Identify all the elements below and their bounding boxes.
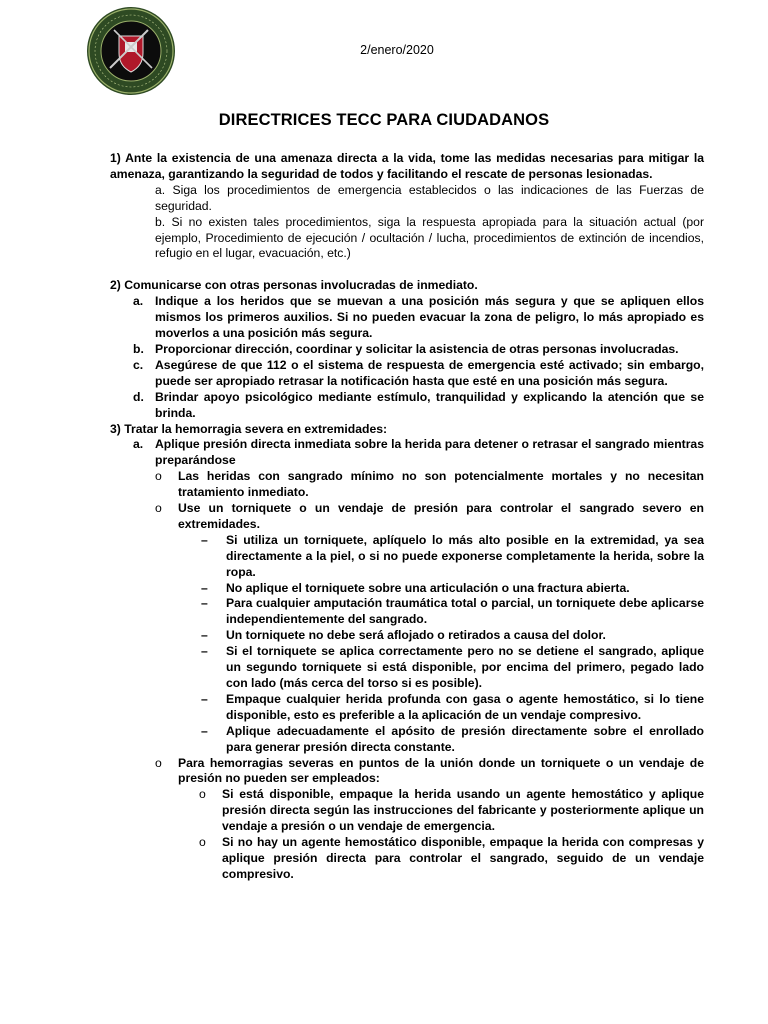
list-item: o Si no hay un agente hemostático disponible, empaque la herida con compresas y aplique presión directa para controlar el sangrado, seguido de un vendaje compresivo.: [199, 835, 704, 881]
document-title: DIRECTRICES TECC PARA CIUDADANOS: [218, 111, 550, 129]
section-3-heading: 3) Tratar la hemorragia severa en extremidades:: [110, 421, 388, 436]
list-item: o Para hemorragias severas en puntos de la unión donde un torniquete o un vendaje de presión no pueden ser empleados:: [155, 755, 704, 786]
list-item: – Aplique adecuadamente el apósito de presión directamente sobre el enrollado para generar presión directa constante.: [201, 723, 704, 754]
list-item: a. Aplique presión directa inmediata sobre la herida para detener o retrasar el sangrado mientras preparándose: [133, 437, 704, 468]
list-item: c. Asegúrese de que 112 o el sistema de respuesta de emergencia esté activado; sin embargo, puede ser apropiado retrasar la notificación hasta que esté en una posición más segura.: [133, 357, 704, 388]
list-item: b. Proporcionar dirección, coordinar y solicitar la asistencia de otras personas involucradas.: [133, 341, 679, 356]
list-item: – Empaque cualquier herida profunda con gasa o agente hemostático, si lo tiene disponible, esto es preferible a la aplicación de un vendaje compresivo.: [201, 691, 704, 722]
list-item: d. Brindar apoyo psicológico mediante estímulo, tranquilidad y explicando la atención que se brinda.: [133, 389, 704, 420]
section-1-item-a: a. Siga los procedimientos de emergencia establecidos o las indicaciones de las Fuerzas de seguridad.: [155, 182, 704, 213]
list-item: – Si utiliza un torniquete, aplíquelo lo más alto posible en la extremidad, ya sea directamente a la piel, o si no puede exponerse completamente la herida, sobre la ropa.: [201, 532, 704, 579]
section-1-text: 1) Ante la existencia de una amenaza directa a la vida, tome las medidas necesarias para mitigar la amenaza, garantizando la seguridad de todos y facilitando el rescate de personas lesionadas.: [110, 151, 704, 181]
list-item: o Las heridas con sangrado mínimo no son potencialmente mortales y no necesitan tratamiento inmediato.: [155, 469, 704, 500]
document-date: 2/enero/2020: [360, 43, 434, 57]
list-item: – No aplique el torniquete sobre una articulación o una fractura abierta.: [201, 580, 630, 595]
list-item: – Para cualquier amputación traumática total o parcial, un torniquete debe aplicarse independientemente del sangrado.: [201, 596, 704, 627]
list-item: – Un torniquete no debe será aflojado o retirados a causa del dolor.: [201, 628, 606, 643]
document-body: [110, 151, 704, 883]
list-item: – Si el torniquete se aplica correctamente pero no se detiene el sangrado, aplique un segundo torniquete si está disponible, por encima del primero, pegado lado con lado (más cerca del torso si es posible).: [201, 644, 704, 690]
section-2-heading: 2) Comunicarse con otras personas involucradas de inmediato.: [110, 278, 478, 293]
list-item: o Si está disponible, empaque la herida usando un agente hemostático y aplique presión directa según las instrucciones del fabricante y posteriormente aplique un vendaje a presión o un vendaje de emergencia.: [199, 787, 704, 834]
section-1-item-b: b. Si no existen tales procedimientos, siga la respuesta apropiada para la situación actual (por ejemplo, Procedimiento de ejecución / ocultación / lucha, procedimientos de extinción de incendios, refugio en el lugar, evacuación, etc.): [155, 214, 704, 261]
list-item: a. Indique a los heridos que se muevan a una posición más segura y que se apliquen ellos mismos los primeros auxilios. Si no pueden evacuar la zona de peligro, lo más apropiado es moverlos a una posición más segura.: [133, 294, 704, 341]
list-item: o Use un torniquete o un vendaje de presión para controlar el sangrado severo en extremidades.: [155, 501, 704, 531]
